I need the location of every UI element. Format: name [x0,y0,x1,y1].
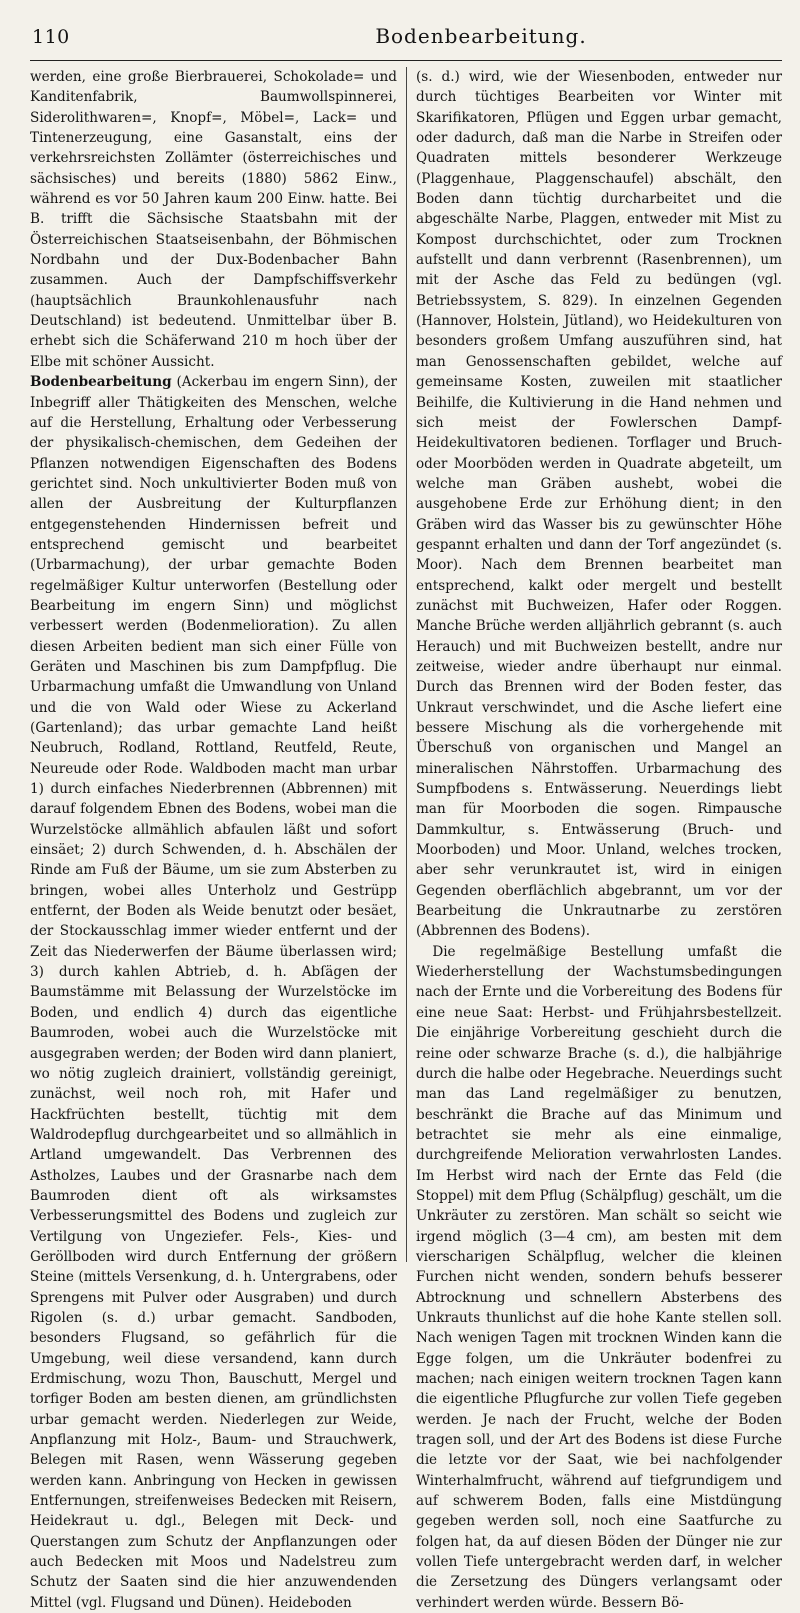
entry-lemma: Bodenbearbeitung [30,374,172,391]
page-number: 110 [32,26,70,48]
page-header [30,14,782,61]
right-paragraph: (s. d.) wird, wie der Wiesenboden, entweder nur durch tüchtiges Bearbeiten vor Winter mit Skarifikatoren, Pflügen und Eggen urbar gemacht, oder dadurch, daß man die Narbe in Streifen oder Quadraten mittels besonderer Werkzeuge (Plaggenhaue, Plaggenschaufel) abschält, den Boden dann tüchtig durcharbeitet und die abgeschälte Narbe, Plaggen, entweder mit Mist zu Kompost durchschichtet, oder zum Trocknen aufstellt und dann verbrennt (Rasenbrennen), um mit der Asche das Feld zu bedüngen (vgl. Betriebssystem, S. 829). In einzelnen Gegenden (Hannover, Holstein, Jütland), wo Heidekulturen von besonders großem Umfang auszuführen sind, hat man Genossenschaften gebildet, welche auf gemeinsame Kosten, zuweilen mit staatlicher Beihilfe, die Kultivierung in die Hand nehmen und sich meist der Fowlerschen Dampf-Heidekultivatoren bedienen. Torflager und Bruch- oder Moorböden werden in Quadrate abgeteilt, um welche man Gräben aushebt, wobei die ausgehobene Erde zur Erhöhung dient; in den Gräben wird das Wasser bis zu gewünschter Höhe gespannt erhalten und dann der Torf angezündet (s. Moor). Nach dem Brennen bearbeitet man entsprechend, kalkt oder mergelt und bestellt zunächst mit Buchweizen, Hafer oder Roggen. Manche Brüche werden alljährlich gebrannt (s. auch Herauch) und mit Buchweizen bestellt, andre nur zeitweise, wieder andre überhaupt nur einmal. Durch das Brennen wird der Boden fester, das Unkraut verschwindet, und die Asche liefert eine bessere Mischung als die vorhergehende mit Überschuß von organischen und Mangel an mineralischen Nährstoffen. Urbarmachung des Sumpfbodens s. Entwässerung. Neuerdings liebt man für Moorboden die sogen. Rimpausche Dammkultur, s. Entwässerung (Bruch- und Moorboden) und Moor. Unland, welches trocken, aber sehr verunkrautet ist, wird in einigen Gegenden oberflächlich abgebrannt, um vor der Bearbeitung die Unkrautnarbe zu zerstören (Abbrennen des Bodens). [416,69,782,940]
left-column [30,67,406,1611]
text-columns [30,67,782,1611]
left-paragraph: werden, eine große Bierbrauerei, Schokolade= und Kanditenfabrik, Baumwollspinnerei, Siderolithwaren=, Knopf=, Möbel=, Lack= und Tintenerzeugung, eine Gasanstalt, eins der verkehrsreichsten Zollämter (österreichisches und sächsisches) und bereits (1880) 5862 Einw., während es vor 50 Jahren kaum 200 Einw. hatte. Bei B. trifft die Sächsische Staatsbahn mit der Österreichischen Staatseisenbahn, der Böhmischen Nordbahn und der Dux-Bodenbacher Bahn zusammen. Auch der Dampfschiffsverkehr (hauptsächlich Braunkohlenausfuhr nach Deutschland) ist bedeutend. Unmittelbar über B. erhebt sich die Schäferwand 210 m hoch über der Elbe mit schöner Aussicht. [30,69,397,370]
running-head: Bodenbearbeitung. [375,24,587,48]
entry-text: (Ackerbau im engern Sinn), der Inbegriff aller Thätigkeiten des Menschen, welche auf die Herstellung, Erhaltung oder Verbesserung der physikalisch-chemischen, dem Gedeihen der Pflanzen notwendigen Eigenschaften des Bodens gerichtet sind. Noch unkultivierter Boden muß von allen der Ausbreitung der Kulturpflanzen entgegenstehenden Hindernissen befreit und entsprechend gemischt und bearbeitet (Urbarmachung), der urbar gemachte Boden regelmäßiger Kultur unterworfen (Bestellung oder Bearbeitung im engern Sinn) und möglichst verbessert werden (Bodenmelioration). Zu allen diesen Arbeiten bedient man sich einer Fülle von Geräten und Maschinen bis zum Dampfpflug. Die Urbarmachung umfaßt die Umwandlung von Unland und die von Wald oder Wiese zu Ackerland (Gartenland); das urbar gemachte Land heißt Neubruch, Rodland, Rottland, Reutfeld, Reute, Neureude oder Rode. Waldboden macht man urbar 1) durch einfaches Niederbrennen (Abbrennen) mit darauf folgendem Ebnen des Bodens, wobei man die Wurzelstöcke allmählich abfaulen läßt und sofort einsäet; 2) durch Schwenden, d. h. Abschälen der Rinde am Fuß der Bäume, um sie zum Absterben zu bringen, wobei alles Unterholz und Gestrüpp entfernt, der Boden als Weide benutzt oder besäet, der Stockausschlag immer wieder entfernt und der Zeit das Niederwerfen der Bäume überlassen wird; 3) durch kahlen Abtrieb, d. h. Abſägen der Baumstämme mit Belassung der Wurzelstöcke im Boden, und endlich 4) durch das eigentliche Baumroden, wobei auch die Wurzelstöcke mit ausgegraben werden; der Boden wird dann planiert, wo nötig zugleich drainiert, vollständig gereinigt, zunächst, weil noch roh, mit Hafer und Hackfrüchten bestellt, tüchtig mit dem Waldrodepflug durchgearbeitet und so allmählich in Artland umgewandelt. Das Verbrennen des Astholzes, Laubes und der Grasnarbe nach dem Baumroden dient oft als wirksamstes Verbesserungsmittel des Bodens und zugleich zur Vertilgung von Ungeziefer. Fels-, Kies- und Geröllboden wird durch Entfernung der größern Steine (mittels Versenkung, d. h. Untergrabens, oder Sprengens mit Pulver oder Ausgraben) und durch Rigolen (s. d.) urbar gemacht. Sandboden, besonders Flugsand, so gefährlich für die Umgebung, weil diese versandend, kann durch Erdmischung, wozu Thon, Bauschutt, Mergel und torfiger Boden am besten dienen, am gründlichsten urbar gemacht werden. Niederlegen zur Weide, Anpflanzung mit Holz-, Baum- und Strauchwerk, Belegen mit Rasen, wenn Wässerung gegeben werden kann. Anbringung von Hecken in gewissen Entfernungen, streifenweises Bedecken mit Reisern, Heidekraut u. dgl., Belegen mit Deck- und Querstangen zum Schutz der Anpflanzungen oder auch Bedecken mit Moos und Nadelstreu zum Schutz der Saaten sind die hier anzuwendenden Mittel (vgl. Flugsand und Dünen). Heideboden [30,374,397,1611]
right-paragraph: Die regelmäßige Bestellung umfaßt die Wiederherstellung der Wachstumsbedingungen nach der Ernte und die Vorbereitung des Bodens für eine neue Saat: Herbst- und Frühjahrsbestellzeit. Die einjährige Vorbereitung geschieht durch die reine oder schwarze Brache (s. d.), die halbjährige durch die halbe oder Hegebrache. Neuerdings sucht man das Land regelmäßiger zu benutzen, beschränkt die Brache auf das Minimum und betrachtet sie mehr als eine einmalige, durchgreifende Melioration verwahrlosten Landes. Im Herbst wird nach der Ernte das Feld (die Stoppel) mit dem Pflug (Schälpflug) geschält, um die Unkräuter zu zerstören. Man schält so seicht wie irgend möglich (3—4 cm), am besten mit dem vierscharigen Schälpflug, welcher die kleinen Furchen nicht wenden, sondern behufs besserer Abtrocknung und schnellern Absterbens des Unkrauts thunlichst auf die hohe Kante stellen soll. Nach wenigen Tagen mit trocknen Winden kann die Egge folgen, um die Unkräuter bodenfrei zu machen; nach einigen weitern trocknen Tagen kann die eigentliche Pflugfurche zur vollen Tiefe gegeben werden. Je nach der Frucht, welche der Boden tragen soll, und der Art des Bodens ist diese Furche die letzte vor der Saat, wie bei nachfolgender Winterhalmfrucht, während auf tiefgrundigem und auf schwerem Boden, falls eine Mistdüngung gegeben werden soll, noch eine Saatfurche zu folgen hat, da auf diesen Böden der Dünger nie zur vollen Tiefe untergebracht werden darf, in welcher die Zersetzung des Düngers verlangsamt oder verhindert werden würde. Bessern Bö- [416,943,782,1611]
entry-paragraph [30,372,397,1613]
right-column [406,67,782,1611]
